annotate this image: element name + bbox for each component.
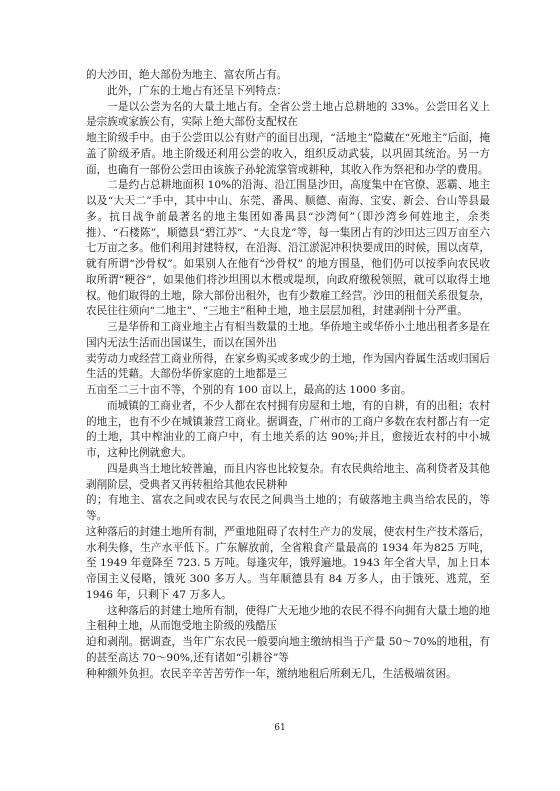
- body-text: [86, 68, 490, 682]
- paragraph: 的大沙田，绝大部份为地主、富农所占有。: [86, 69, 288, 81]
- paragraph: 此外，广东的土地占有还呈下列特点：: [107, 84, 288, 97]
- paragraph: 这种落后的封建土地所有制，严重地阻碍了农村生产力的发展，使农村生产技术落后，水利失修，生产水平低下。广东解放前，全省粮食产量最高的 1934 年为825 万吨，至 1949 年竟降至 723. 5 万吨。每逢灾年，饿殍遍地。1943 年全省大旱，加上日本帝国主义侵略，饿死 300 多万人。当年顺德县有 84 万多人，由于饿死、逃荒，至 1946 年，只剩下 47 万多人。: [86, 525, 490, 601]
- paragraph: 而城镇的工商业者，不少人都在农村拥有房屋和土地，有的自耕，有的出租；农村的地主，也有不少在城镇兼营工商业。据调查，广州市的工商户多数在农村都占有一定的土地，其中榨油业的工商户中，有土地关系的达 90%;并且，愈接近农村的中小城市，这种比例就愈大。: [86, 399, 490, 459]
- paragraph: 二是约占总耕地面积 10%的沿海、沿江围垦沙田，高度集中在官僚、恶霸、地主以及“大天二”手中，其中中山、东莞、番禺、顺德、南海、宝安、新会、台山等县最多。抗日战争前最著名的地主集团如番禺县“沙湾何”（即沙湾乡何姓地主，余类推）、“石楼陈”，顺德县“碧江苏”、“大良龙”等，每一集团占有的沙田达三四万亩至六七万亩之多。他们利用封建特权，在沿海、沿江淤泥冲积快要成田的时候，围以卤草，就有所谓“沙骨权”。如果别人在他有“沙骨权” 的地方围垦，他们仍可以按季向农民收取所谓“粳谷”，如果他们将沙坦围以木椳或堤坝，向政府缴税领照，就可以取得土地权。他们取得的土地，除大部份出租外，也有少数雇工经营。沙田的租佃关系很复杂，农民往往须向“二地主”、“三地主”租种土地，地主层层加租，封建剥削十分严重。: [86, 179, 490, 318]
- paragraph: 种种额外负担。农民辛辛苦苦劳作一年，缴纳地租后所剩无几，生活极端贫困。: [86, 667, 457, 680]
- paragraph: 迫和剥削。据调查，当年广东农民一般要向地主缴纳相当于产量 50～70%的地租，有的甚至高达 70～90%,还有诸如“引耕谷”等: [86, 636, 490, 664]
- paragraph: 五亩至二三十亩不等，个别的有 100 亩以上，最高的达 1000 多亩。: [86, 384, 412, 396]
- paragraph: 一是以公尝为名的大量土地占有。全省公尝土地占总耕地的 33%。公尝田名义上是宗族或家族公有，实际上绝大部份支配权在: [86, 100, 490, 129]
- paragraph: 四是典当土地比较普遍，而且内容也比较复杂。有农民典给地主、高利贷者及其他剥削阶层，受典者又再转租给其他农民耕种: [86, 462, 490, 491]
- page-number: 61: [274, 723, 286, 733]
- paragraph: 这种落后的封建土地所有制，使得广大无地少地的农民不得不向拥有大量土地的地主租种土地，从而饱受地主阶级的残酷压: [86, 604, 490, 633]
- paragraph: 地主阶级手中。由于公尝田以公有财产的面目出现，“活地主”隐藏在“死地主”后面，掩盖了阶级矛盾。地主阶级还利用公尝的收入，组织反动武装，以巩固其统治。另一方面，也确有一部份公尝田由该族子孙轮流掌管或耕种，其收入作为祭祀和办学的费用。: [86, 132, 490, 176]
- paragraph: 卖劳动力或经营工商业所得，在家乡购买或多或少的土地，作为国内眷属生活或归国后生活的凭藉。大部份华侨家庭的土地都是三: [86, 352, 490, 381]
- paragraph: 三是华侨和工商业地主占有相当数量的土地。华侨地主或华侨小土地出租者多是在国内无法生活而出国谋生，而以在国外出: [86, 321, 490, 349]
- paragraph: 的；有地主、富农之间或农民与农民之间典当土地的；有破落地主典当给农民的，等等。: [86, 494, 490, 522]
